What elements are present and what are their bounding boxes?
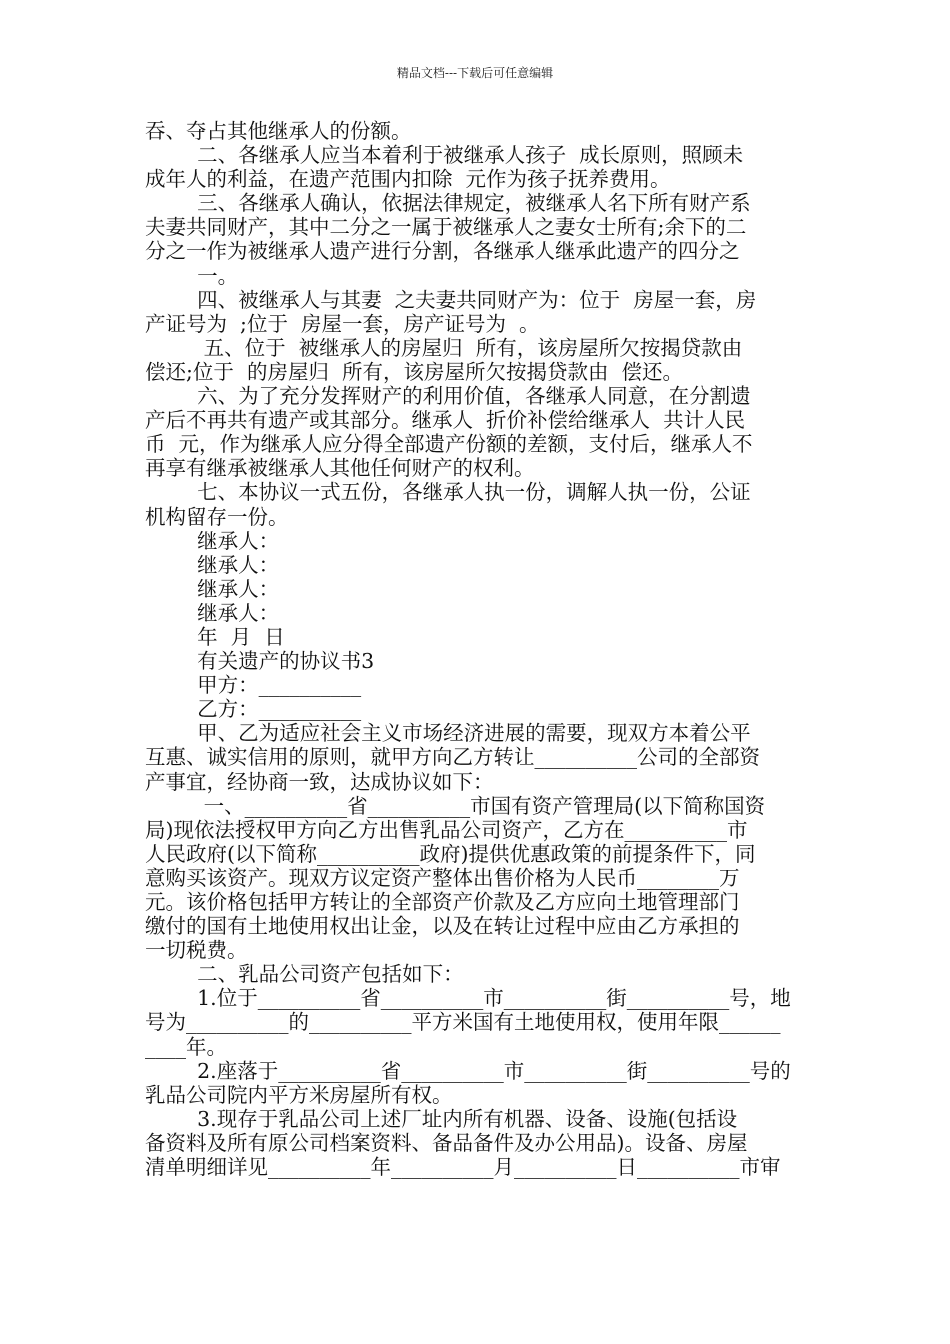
text-line: 夫妻共同财产，其中二分之一属于被继承人之妻女士所有;余下的二 (145, 215, 747, 240)
text-line: 人民政府(以下简称__________政府)提供优惠政策的前提条件下，同 (145, 841, 756, 866)
text-line: 机构留存一份。 (145, 504, 289, 529)
text-line: 互惠、诚实信用的原则，就甲方向乙方转让__________公司的全部资 (145, 745, 760, 770)
text-line: 甲、乙为适应社会主义市场经济进展的需要，现双方本着公平 (145, 721, 751, 746)
text-line: 局)现依法授权甲方向乙方出售乳品公司资产，乙方在__________市 (145, 817, 748, 842)
text-line: 1.位于__________省__________市__________街__________号，地 (145, 986, 791, 1011)
text-line: 二、各继承人应当本着利于被继承人孩子 成长原则，照顾未 (145, 143, 744, 168)
text-line: 四、被继承人与其妻 之夫妻共同财产为：位于 房屋一套，房 (145, 287, 757, 312)
text-line: 意购买该资产。现双方议定资产整体出售价格为人民币________万 (145, 865, 740, 890)
text-line: 吞、夺占其他继承人的份额。 (145, 119, 412, 143)
text-line: 元。该价格包括甲方转让的全部资产价款及乙方应向土地管理部门 (145, 890, 740, 914)
party-a-line: 甲方：__________ (145, 673, 362, 698)
text-line: 乳品公司院内平方米房屋所有权。 (145, 1082, 453, 1107)
text-line: 六、为了充分发挥财产的利用价值，各继承人同意，在分割遗 (145, 384, 751, 409)
signature-line: 继承人： (145, 552, 280, 577)
text-line: 五、位于 被继承人的房屋归 所有，该房屋所欠按揭贷款由 (145, 335, 743, 360)
text-line: 三、各继承人确认，依据法律规定，被继承人名下所有财产系 (145, 191, 751, 216)
text-line: 一切税费。 (145, 938, 248, 963)
text-line: 2.座落于__________省__________市__________街__________号的 (145, 1058, 791, 1083)
text-line: 再享有继承被继承人其他任何财产的权利。 (145, 456, 535, 481)
page-header: 精品文档---下载后可任意编辑 (396, 66, 554, 80)
text-line: 一。 (145, 263, 239, 288)
text-line: 二、乳品公司资产包括如下： (145, 962, 464, 987)
section-title: 有关遗产的协议书3 (145, 649, 375, 674)
text-line: 七、本协议一式五份，各继承人执一份，调解人执一份，公证 (145, 480, 751, 505)
document-body (145, 119, 815, 1179)
signature-line: 继承人： (145, 528, 280, 553)
text-line: 偿还;位于 的房屋归 所有，该房屋所欠按揭贷款由 偿还。 (145, 359, 684, 384)
text-line: 清单明细详见__________年__________月__________日__________市审 (145, 1155, 781, 1180)
text-line: 产证号为 ;位于 房屋一套，房产证号为 。 (145, 311, 540, 336)
text-line: 产后不再共有遗产或其部分。继承人 折价补偿给继承人 共计人民 (145, 408, 746, 433)
signature-line: 继承人： (145, 576, 280, 601)
text-line: ____年。 (145, 1034, 227, 1059)
text-line: 缴付的国有土地使用权出让金，以及在转让过程中应由乙方承担的 (145, 914, 740, 939)
text-line: 币 元，作为继承人应分得全部遗产份额的差额，支付后，继承人不 (145, 432, 753, 457)
text-line: 一、__________省__________市国有资产管理局(以下简称国资 (145, 793, 766, 818)
text-line: 备资料及所有原公司档案资料、备品备件及办公用品)。设备、房屋 (145, 1130, 748, 1155)
text-line: 3.现存于乳品公司上述厂址内所有机器、设备、设施(包括设 (145, 1106, 738, 1131)
signature-line: 继承人： (145, 600, 280, 625)
text-line: 成年人的利益，在遗产范围内扣除 元作为孩子抚养费用。 (145, 167, 671, 192)
party-b-line: 乙方：__________ (145, 697, 362, 722)
date-line: 年 月 日 (145, 624, 285, 649)
text-line: 产事宜，经协商一致，达成协议如下： (145, 769, 494, 794)
text-line: 号为__________的__________平方米国有土地使用权，使用年限______ (145, 1010, 781, 1035)
text-line: 分之一作为被继承人遗产进行分割，各继承人继承此遗产的四分之 (145, 239, 740, 264)
